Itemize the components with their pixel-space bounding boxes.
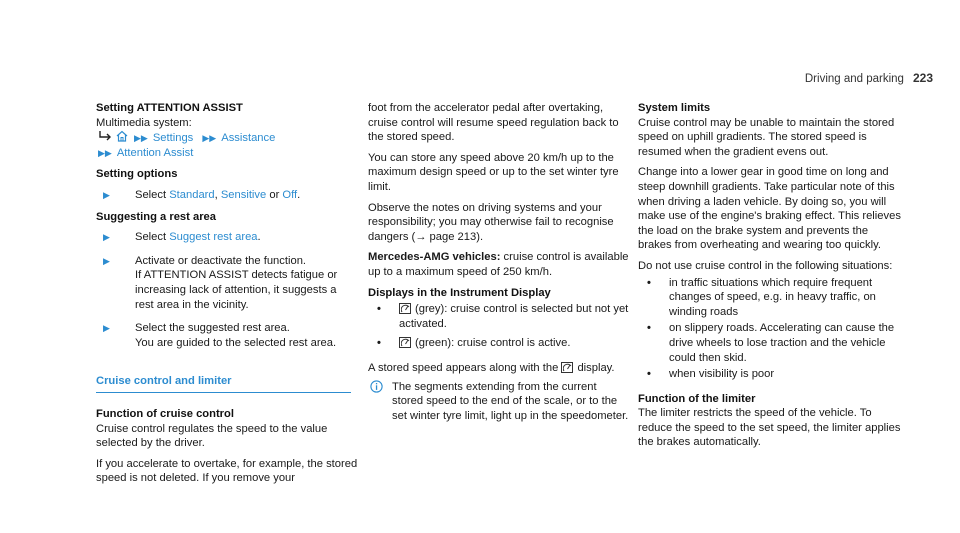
text-cc-grey: (grey): cruise control is selected but not yet activated.	[399, 303, 629, 330]
action-triangle-icon: ▶	[103, 255, 110, 266]
bullet-text: in traffic situations which require frequent changes of speed, e.g. in heavy traffic, on winding roads	[669, 276, 876, 318]
menu-attention-assist[interactable]: Attention Assist	[116, 146, 194, 159]
option-sensitive[interactable]: Sensitive	[220, 188, 267, 201]
heading-setting-attention-assist: Setting ATTENTION ASSIST	[96, 102, 243, 114]
cruise-control-icon	[399, 303, 411, 314]
step-select-option	[96, 188, 358, 203]
text-or: or	[269, 188, 280, 201]
menu-path	[96, 130, 358, 146]
cruise-control-icon	[399, 337, 411, 348]
text-period: .	[297, 188, 301, 201]
chevron-right-icon: ▶▶	[98, 147, 112, 158]
text-note: The segments extending from the current stored speed to the end of the scale, or to the set winter tyre limit, light up in the speedometer.	[392, 380, 629, 422]
heading-suggesting-rest-area: Suggesting a rest area	[96, 210, 216, 223]
list-item	[638, 367, 903, 382]
home-icon[interactable]	[116, 130, 128, 142]
step-suggest-rest-area	[96, 230, 358, 245]
arrow-hook-icon	[98, 131, 116, 146]
heading-displays: Displays in the Instrument Display	[368, 286, 551, 299]
option-standard[interactable]: Standard	[169, 188, 215, 201]
chapter-title: Driving and parking	[804, 73, 904, 85]
list-item	[368, 336, 630, 351]
text-function-cruise: Cruise control regulates the speed to the value selected by the driver.	[96, 422, 328, 450]
text-stored-a: A stored speed appears along with the	[368, 361, 559, 374]
section-title-cruise-control: Cruise control and limiter	[96, 374, 351, 393]
text-select: Select	[135, 231, 167, 244]
text-limits: Cruise control may be unable to maintain the stored speed on uphill gradients. The stored speed is resumed when the gradient evens out.	[638, 116, 895, 158]
text-do-not-use: Do not use cruise control in the following situations:	[638, 259, 893, 272]
menu-settings[interactable]: Settings	[152, 132, 194, 145]
list-item	[638, 276, 903, 320]
text-cc-green: (green): cruise control is active.	[415, 337, 571, 350]
text-activate-detail: If ATTENTION ASSIST detects fatigue or increasing lack of attention, it suggests a rest area in the vicinity.	[135, 269, 338, 311]
list-item	[638, 321, 903, 365]
column-right	[638, 101, 903, 450]
note-segments	[368, 380, 630, 424]
menu-assistance[interactable]: Assistance	[221, 132, 276, 145]
page-number: 223	[912, 71, 933, 85]
cruise-control-icon	[561, 362, 573, 373]
text-resume-speed: foot from the accelerator pedal after overtaking, cruise control will resume speed regulation back to the stored speed.	[368, 102, 619, 144]
bullet-text: on slippery roads. Accelerating can cause the drive wheels to lose traction and the vehicle could then skid.	[669, 322, 895, 364]
amg-text: cruise control is available up to a maximum speed of 250 km/h.	[368, 251, 629, 278]
text-change-gear: Change into a lower gear in good time on long and steep downhill gradients. Take particular note of this when driving a laden vehicle. By doing so, you will make use of the engine's braking effect. This relieves the load on the brake system and prevents the brakes from overheating and wearing too quickly.	[638, 166, 901, 252]
heading-function-cruise-control: Function of cruise control	[96, 407, 234, 420]
action-triangle-icon: ▶	[103, 323, 110, 334]
text-accelerate: If you accelerate to overtake, for example, the stored speed is not deleted. If you remove your	[96, 457, 358, 485]
text-limiter: The limiter restricts the speed of the vehicle. To reduce the speed to the set speed, the limiter applies the brakes automatically.	[638, 407, 901, 449]
heading-setting-options: Setting options	[96, 168, 178, 181]
step-activate-function	[96, 254, 358, 312]
option-suggest-rest-area[interactable]: Suggest rest area	[169, 231, 258, 244]
page-header	[805, 71, 933, 87]
heading-function-limiter: Function of the limiter	[638, 392, 756, 405]
column-left	[96, 101, 358, 486]
text-select-rest: Select the suggested rest area.	[135, 322, 290, 335]
text-activate: Activate or deactivate the function.	[135, 254, 307, 267]
list-item	[368, 302, 630, 331]
column-middle	[368, 101, 630, 423]
bullet-text: when visibility is poor	[669, 368, 775, 381]
action-triangle-icon: ▶	[103, 232, 110, 243]
info-icon	[368, 380, 392, 424]
heading-system-limits: System limits	[638, 102, 711, 114]
text-observe-notes: Observe the notes on driving systems and your responsibility; you may otherwise fail to recognise dangers (→ page 213).	[368, 201, 614, 243]
chevron-right-icon: ▶▶	[134, 133, 148, 144]
chevron-right-icon: ▶▶	[202, 133, 217, 144]
amg-label: Mercedes-AMG vehicles:	[368, 251, 501, 264]
text-comma: ,	[214, 188, 218, 201]
multimedia-system-label: Multimedia system:	[96, 116, 192, 129]
text-guided: You are guided to the selected rest area.	[135, 336, 337, 349]
option-off[interactable]: Off	[282, 188, 298, 201]
action-triangle-icon: ▶	[103, 189, 110, 200]
text-select: Select	[135, 188, 167, 201]
text-amg	[368, 250, 630, 279]
step-select-rest-area	[96, 321, 358, 350]
text-store-speed: You can store any speed above 20 km/h up to the maximum design speed or up to the set winter tyre limit.	[368, 151, 619, 193]
menu-path-cont	[96, 146, 358, 161]
text-stored-b: display.	[577, 361, 615, 374]
text-stored-speed-display	[368, 361, 630, 376]
text-period: .	[257, 231, 261, 244]
